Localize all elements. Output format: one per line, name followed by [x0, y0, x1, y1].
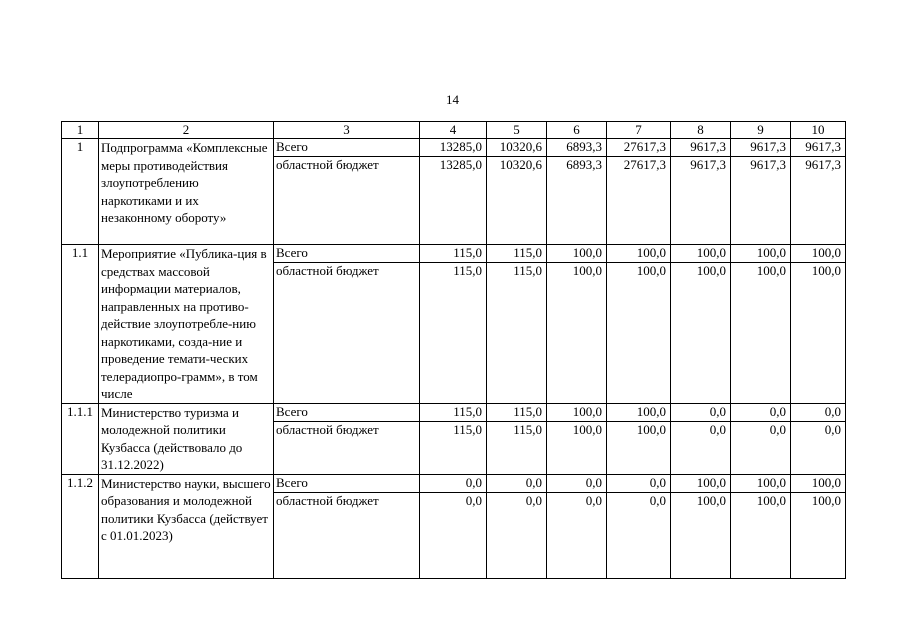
value-cell [547, 139, 607, 245]
value-regional: 100,0 [636, 263, 666, 278]
value-regional: 0,0 [649, 492, 666, 508]
value-cell [607, 245, 671, 404]
column-number-header-row [62, 122, 846, 139]
value-cell [731, 474, 791, 578]
value-regional: 0,0 [769, 421, 786, 437]
value-cell [607, 403, 671, 474]
funding-source-cell [274, 139, 420, 245]
value-cell [487, 139, 547, 245]
value-regional: 100,0 [811, 263, 841, 278]
value-total: 100,0 [547, 245, 606, 263]
value-cell [791, 245, 846, 404]
funding-source-total: Всего [274, 245, 419, 263]
value-cell [607, 474, 671, 578]
value-total: 9617,3 [791, 139, 845, 157]
table-row [62, 139, 846, 245]
value-regional: 100,0 [572, 421, 602, 437]
value-total: 0,0 [731, 404, 790, 422]
header-cell: 3 [274, 122, 420, 139]
value-total: 0,0 [547, 475, 606, 493]
value-cell [547, 403, 607, 474]
value-cell [547, 474, 607, 578]
header-cell: 2 [99, 122, 274, 139]
header-cell: 10 [791, 122, 846, 139]
activity-name: Министерство науки, высшего образования и молодежной политики Кузбасса (действует с 01.01.2023) [99, 474, 274, 578]
program-funding-table [61, 121, 846, 579]
value-cell [671, 139, 731, 245]
value-cell [420, 474, 487, 578]
value-total: 115,0 [487, 245, 546, 263]
value-total: 115,0 [420, 245, 486, 263]
value-total: 100,0 [791, 475, 845, 493]
value-cell [671, 245, 731, 404]
value-total: 100,0 [671, 245, 730, 263]
header-cell: 5 [487, 122, 547, 139]
value-cell [420, 403, 487, 474]
value-total: 100,0 [731, 245, 790, 263]
value-regional: 115,0 [453, 263, 482, 278]
value-total: 6893,3 [547, 139, 606, 157]
value-total: 27617,3 [607, 139, 670, 157]
page-number: 14 [446, 92, 459, 107]
activity-name: Министерство туризма и молодежной политики Кузбасса (действовало до 31.12.2022) [99, 403, 274, 474]
funding-source-regional: областной бюджет [276, 263, 379, 278]
value-total: 0,0 [791, 404, 845, 422]
value-cell [791, 474, 846, 578]
table-row [62, 245, 846, 404]
value-regional: 100,0 [696, 263, 726, 278]
value-total: 9617,3 [671, 139, 730, 157]
value-total: 100,0 [791, 245, 845, 263]
value-total: 100,0 [547, 404, 606, 422]
funding-source-regional: областной бюджет [276, 157, 379, 172]
value-regional: 0,0 [709, 421, 726, 437]
activity-name: Подпрограмма «Комплексные меры противодействия злоупотреблению наркотиками и их незаконному обороту» [99, 139, 274, 245]
row-index: 1.1.1 [62, 403, 99, 474]
funding-source-cell [274, 245, 420, 404]
value-total: 115,0 [420, 404, 486, 422]
row-index: 1 [62, 139, 99, 245]
value-cell [791, 139, 846, 245]
value-total: 13285,0 [420, 139, 486, 157]
value-cell [791, 403, 846, 474]
value-cell [487, 474, 547, 578]
value-regional: 0,0 [585, 492, 602, 508]
value-regional: 9617,3 [750, 157, 786, 172]
funding-source-regional: областной бюджет [276, 421, 379, 437]
table-row [62, 403, 846, 474]
value-total: 0,0 [671, 404, 730, 422]
value-total: 0,0 [487, 475, 546, 493]
value-regional: 100,0 [756, 263, 786, 278]
value-regional: 115,0 [513, 263, 542, 278]
value-regional: 115,0 [513, 421, 542, 437]
header-cell: 7 [607, 122, 671, 139]
value-cell [487, 403, 547, 474]
funding-source-cell [274, 474, 420, 578]
header-cell: 8 [671, 122, 731, 139]
value-cell [731, 139, 791, 245]
value-cell [607, 139, 671, 245]
value-total: 100,0 [731, 475, 790, 493]
value-total: 100,0 [607, 404, 670, 422]
header-cell: 1 [62, 122, 99, 139]
value-regional: 13285,0 [439, 157, 482, 172]
value-cell [671, 403, 731, 474]
row-index: 1.1 [62, 245, 99, 404]
value-regional: 9617,3 [805, 157, 841, 172]
funding-source-cell [274, 403, 420, 474]
value-regional: 100,0 [811, 492, 841, 508]
value-cell [487, 245, 547, 404]
value-total: 9617,3 [731, 139, 790, 157]
table-row [62, 474, 846, 578]
value-regional: 100,0 [636, 421, 666, 437]
value-regional: 0,0 [465, 492, 482, 508]
value-cell [420, 139, 487, 245]
value-cell [731, 245, 791, 404]
value-total: 115,0 [487, 404, 546, 422]
activity-name: Мероприятие «Публика-ция в средствах массовой информации материалов, направленных на противо-действие злоупотребле-нию наркотиками, созда-ние и проведение темати-ческих телерадиопро-грамм», в том числе [99, 245, 274, 404]
value-regional: 100,0 [572, 263, 602, 278]
value-regional: 27617,3 [623, 157, 666, 172]
value-regional: 6893,3 [566, 157, 602, 172]
value-regional: 0,0 [525, 492, 542, 508]
value-regional: 9617,3 [690, 157, 726, 172]
value-cell [671, 474, 731, 578]
value-total: 100,0 [671, 475, 730, 493]
value-total: 100,0 [607, 245, 670, 263]
funding-source-total: Всего [274, 404, 419, 422]
value-cell [547, 245, 607, 404]
value-regional: 100,0 [756, 492, 786, 508]
value-regional: 100,0 [696, 492, 726, 508]
header-cell: 9 [731, 122, 791, 139]
header-cell: 6 [547, 122, 607, 139]
funding-source-total: Всего [274, 139, 419, 157]
value-regional: 10320,6 [499, 157, 542, 172]
funding-source-regional: областной бюджет [276, 492, 379, 508]
value-total: 10320,6 [487, 139, 546, 157]
row-index: 1.1.2 [62, 474, 99, 578]
header-cell: 4 [420, 122, 487, 139]
value-regional: 0,0 [824, 421, 841, 437]
value-regional: 115,0 [453, 421, 482, 437]
value-total: 0,0 [420, 475, 486, 493]
value-cell [731, 403, 791, 474]
value-total: 0,0 [607, 475, 670, 493]
value-cell [420, 245, 487, 404]
funding-source-total: Всего [274, 475, 419, 493]
